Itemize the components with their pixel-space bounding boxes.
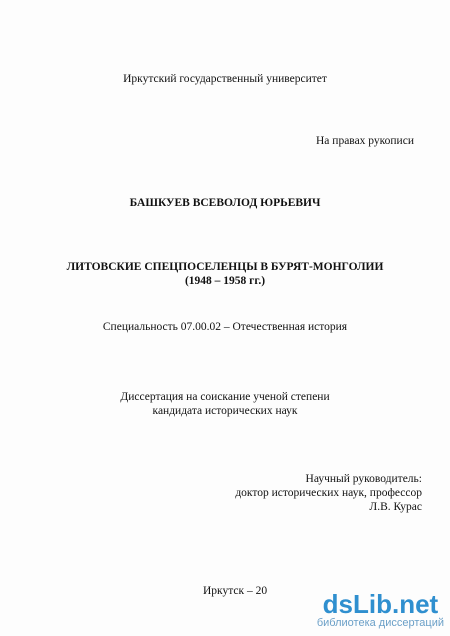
advisor-name: Л.В. Курас: [369, 501, 422, 513]
dissertation-degree-line1: Диссертация на соискание ученой степени: [120, 391, 330, 403]
city-year: Иркутск – 20: [203, 585, 268, 597]
specialty: Специальность 07.00.02 – Отечественная история: [102, 321, 348, 333]
rights-note: На правах рукописи: [316, 135, 414, 147]
watermark-logo: dsLib.net: [322, 589, 439, 619]
advisor-label: Научный руководитель:: [305, 473, 422, 485]
dslib-watermark: [317, 591, 444, 630]
thesis-title-line2: (1948 – 1958 гг.): [184, 275, 266, 287]
watermark-subtitle: библиотека диссертаций: [316, 617, 444, 629]
advisor-title: доктор исторических наук, профессор: [235, 487, 422, 499]
university-name: Иркутский государственный университет: [123, 73, 327, 85]
thesis-title-line1: ЛИТОВСКИЕ СПЕЦПОСЕЛЕНЦЫ В БУРЯТ-МОНГОЛИИ: [66, 261, 384, 273]
advisor-block: [235, 472, 422, 514]
dissertation-degree-line2: кандидата исторических наук: [152, 405, 298, 417]
author-name: БАШКУЕВ ВСЕВОЛОД ЮРЬЕВИЧ: [129, 197, 321, 209]
